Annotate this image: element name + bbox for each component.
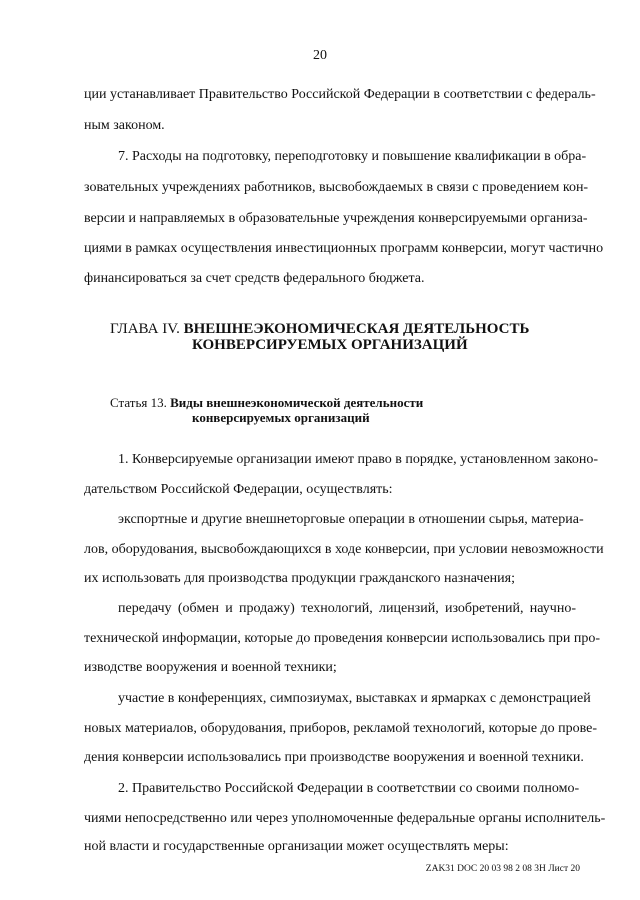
article-title-line2: конверсируемых организаций (192, 410, 370, 425)
text-line: 7. Расходы на подготовку, переподготовку и повышение квалификации в обра- (118, 149, 587, 164)
chapter-title-line2: КОНВЕРСИРУЕМЫХ ОРГАНИЗАЦИЙ (192, 337, 468, 353)
text-line: чиями непосредственно или через уполномоченные федеральные органы исполнитель- (84, 811, 606, 826)
text-line: дательством Российской Федерации, осуществлять: (84, 482, 393, 497)
text-line: изводстве вооружения и военной техники; (84, 660, 337, 675)
text-line: их использовать для производства продукции гражданского назначения; (84, 571, 515, 586)
text-line: технической информации, которые до проведения конверсии использовались при про- (84, 631, 601, 646)
text-line: лов, оборудования, высвобождающихся в ходе конверсии, при условии невозможности (84, 542, 604, 557)
text-line: зовательных учреждениях работников, высвобождаемых в связи с проведением кон- (84, 180, 589, 195)
text-line: новых материалов, оборудования, приборов, рекламой технологий, которые до прове- (84, 721, 598, 736)
chapter-prefix: ГЛАВА IV. (110, 321, 180, 337)
text-line: версии и направляемых в образовательные учреждения конверсируемыми организа- (84, 211, 588, 226)
text-line: 2. Правительство Российской Федерации в соответствии со своими полномо- (118, 781, 580, 796)
text-line: ным законом. (84, 118, 165, 133)
chapter-heading (110, 321, 602, 338)
document-footer: ZAK31 DOC 20 03 98 2 08 3H Лист 20 (425, 864, 580, 874)
text-line: дения конверсии использовались при производстве вооружения и военной техники. (84, 750, 584, 765)
article-prefix: Статья 13. (110, 395, 167, 410)
page-number: 20 (313, 48, 327, 63)
article-title: Виды внешнеэкономической деятельности (170, 395, 424, 410)
text-line: 1. Конверсируемые организации имеют право в порядке, установленном законо- (118, 452, 598, 467)
text-line: экспортные и другие внешнеторговые операции в отношении сырья, материа- (118, 512, 584, 527)
text-line: передачу (обмен и продажу) технологий, лицензий, изобретений, научно- (118, 601, 576, 616)
text-line: циями в рамках осуществления инвестиционных программ конверсии, могут частично (84, 241, 604, 256)
text-line: ции устанавливает Правительство Российской Федерации в соответствии с федераль- (84, 87, 596, 102)
text-line: участие в конференциях, симпозиумах, выставках и ярмарках с демонстрацией (118, 691, 591, 706)
text-line: финансироваться за счет средств федерального бюджета. (84, 271, 425, 286)
text-line: ной власти и государственные организации может осуществлять меры: (84, 839, 509, 854)
chapter-title: ВНЕШНЕЭКОНОМИЧЕСКАЯ ДЕЯТЕЛЬНОСТЬ (183, 321, 530, 337)
